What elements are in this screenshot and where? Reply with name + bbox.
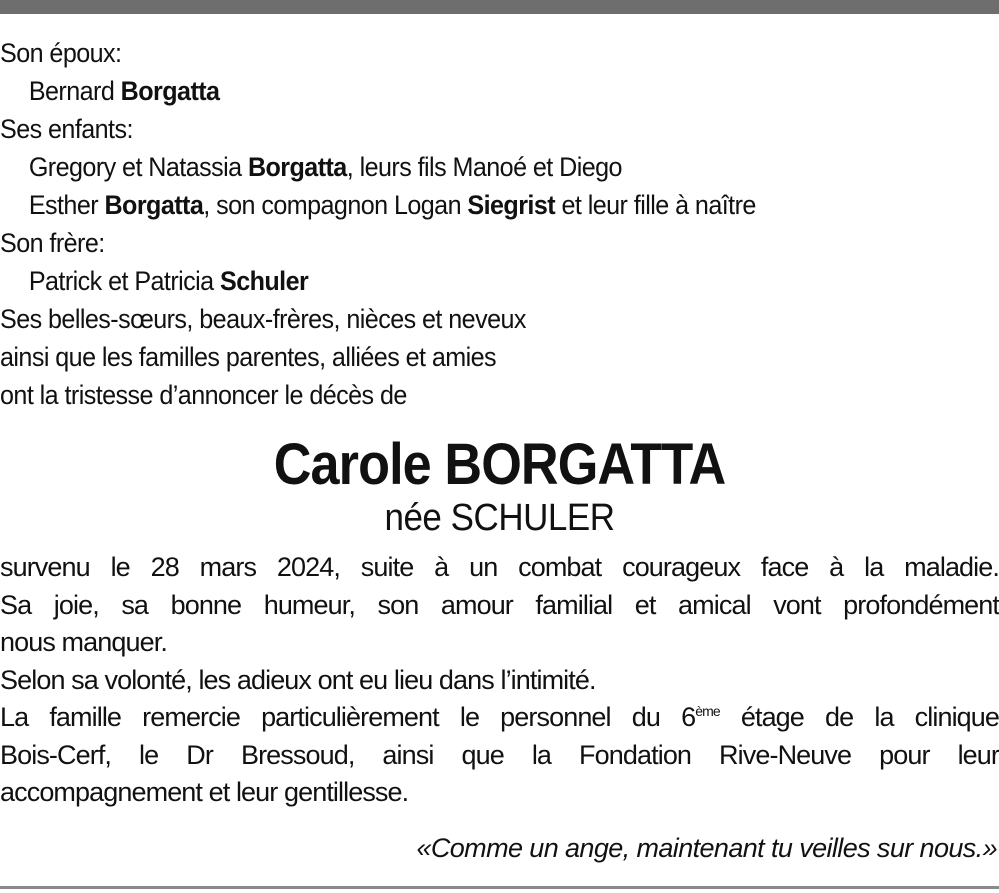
body-line-7: accompagnement et leur gentillesse. bbox=[0, 777, 409, 807]
obituary-notice bbox=[0, 34, 999, 866]
spouse-label: Son époux: bbox=[0, 38, 122, 68]
extended-family-1: Ses belles-sœurs, beaux-frères, nièces et neveux bbox=[0, 304, 526, 334]
deceased-block bbox=[0, 432, 999, 541]
deceased-name: Carole BORGATTA bbox=[273, 432, 726, 497]
notice-body bbox=[0, 549, 999, 812]
announcement-line: ont la tristesse d’annoncer le décès de bbox=[0, 380, 407, 410]
maiden-name: née SCHULER bbox=[384, 497, 615, 539]
body-line-3: nous manquer. bbox=[0, 627, 167, 657]
brother-name: Patrick et Patricia Schuler bbox=[28, 266, 309, 296]
child-2: Esther Borgatta, son compagnon Logan Siegrist et leur fille à naître bbox=[28, 190, 756, 220]
ordinal-superscript: ème bbox=[695, 703, 720, 719]
children-label: Ses enfants: bbox=[0, 114, 133, 144]
body-line-5: La famille remercie particulièrement le personnel du 6ème étage de la clinique bbox=[0, 702, 999, 732]
spouse-name: Bernard Borgatta bbox=[28, 76, 220, 106]
body-line-6: Bois-Cerf, le Dr Bressoud, ainsi que la Fondation Rive-Neuve pour leur bbox=[0, 739, 999, 770]
bottom-border-rule bbox=[0, 886, 999, 889]
child-1: Gregory et Natassia Borgatta, leurs fils Manoé et Diego bbox=[28, 152, 622, 182]
extended-family-2: ainsi que les familles parentes, alliées et amies bbox=[0, 342, 497, 372]
body-line-2: Sa joie, sa bonne humeur, son amour familial et amical vont profondément bbox=[0, 589, 999, 620]
brother-label: Son frère: bbox=[0, 228, 105, 258]
top-border-bar bbox=[0, 0, 999, 14]
body-line-1: survenu le 28 mars 2024, suite à un combat courageux face à la maladie. bbox=[0, 552, 999, 582]
closing-quote: «Comme un ange, maintenant tu veilles sur nous.» bbox=[416, 832, 997, 863]
body-line-4: Selon sa volonté, les adieux ont eu lieu dans l’intimité. bbox=[0, 664, 596, 695]
